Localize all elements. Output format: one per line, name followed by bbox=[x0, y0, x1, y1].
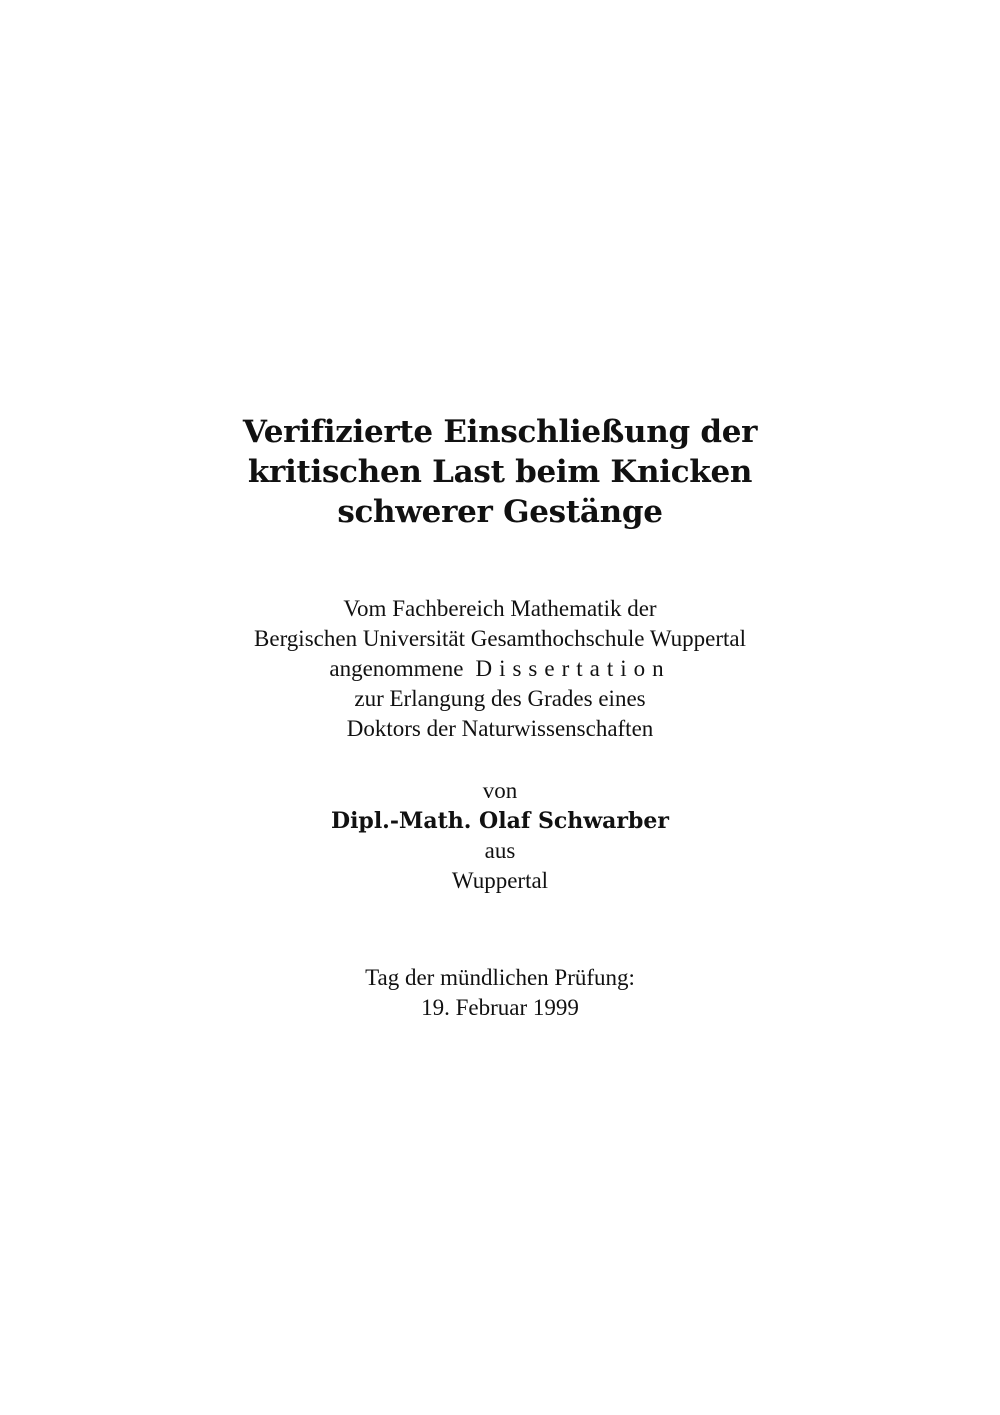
exam-label: Tag der mündlichen Prüfung: bbox=[365, 965, 635, 990]
exam-date: 19. Februar 1999 bbox=[421, 995, 579, 1020]
title-line-3: schwerer Gestänge bbox=[337, 494, 663, 530]
title-line-1: Verifizierte Einschließung der bbox=[242, 414, 758, 450]
accepted-line bbox=[0, 654, 1000, 684]
accepted-prefix: angenommene bbox=[329, 656, 464, 681]
degree-name-line: Doktors der Naturwissenschaften bbox=[346, 716, 654, 741]
author-name: Dipl.-Math. Olaf Schwarber bbox=[331, 808, 669, 834]
dissertation-title bbox=[0, 412, 1000, 532]
dissertation-word: Dissertation bbox=[475, 656, 671, 681]
author-origin: Wuppertal bbox=[451, 868, 549, 893]
university-line: Bergischen Universität Gesamthochschule Wuppertal bbox=[254, 626, 746, 651]
title-line-2: kritischen Last beim Knicken bbox=[247, 454, 753, 490]
aus-label: aus bbox=[484, 838, 516, 863]
exam-date-section bbox=[0, 963, 1000, 1023]
degree-purpose-line: zur Erlangung des Grades eines bbox=[354, 686, 646, 711]
faculty-line: Vom Fachbereich Mathematik der bbox=[343, 596, 657, 621]
von-label: von bbox=[482, 778, 518, 803]
submission-statement bbox=[0, 594, 1000, 744]
author-section bbox=[0, 776, 1000, 896]
